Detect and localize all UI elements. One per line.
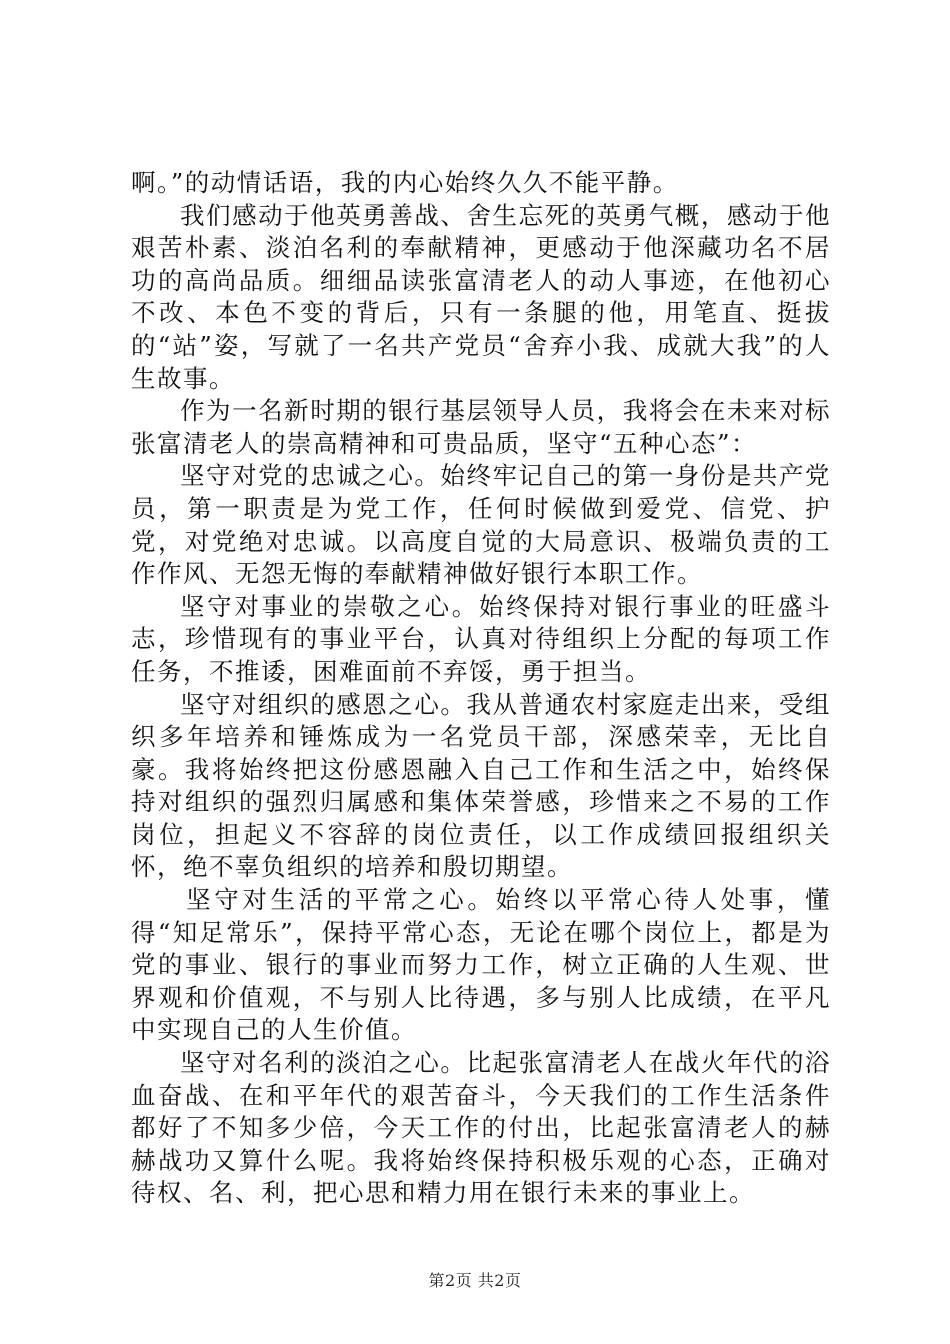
paragraph-indifference: 坚守对名利的淡泊之心。比起张富清老人在战火年代的浴血奋战、在和平年代的艰苦奋斗，今天我们的工作生活条件都好了不知多少倍，今天工作的付出，比起张富清老人的赫赫战功又算什么呢。我将始终保持积极乐观的心态，正确对待权、名、利，把心思和精力用在银行未来的事业上。 — [131, 1048, 831, 1208]
paragraph-gratitude: 坚守对组织的感恩之心。我从普通农村家庭走出来，受组织多年培养和锤炼成为一名党员干部，深感荣幸，无比自豪。我将始终把这份感恩融入自己工作和生活之中，始终保持对组织的强烈归属感和集体荣誉感，珍惜来之不易的工作岗位，担起义不容辞的岗位责任，以工作成绩回报组织关怀，绝不辜负组织的培养和殷切期望。 — [131, 689, 831, 882]
page-footer — [0, 1271, 950, 1291]
paragraph-reverence: 坚守对事业的崇敬之心。始终保持对银行事业的旺盛斗志，珍惜现有的事业平台，认真对待组织上分配的每项工作任务，不推诿，困难面前不弃馁，勇于担当。 — [131, 591, 831, 686]
paragraph-loyalty: 坚守对党的忠诚之心。始终牢记自己的第一身份是共产党员，第一职责是为党工作，任何时候做到爱党、信党、护党，对党绝对忠诚。以高度自觉的大局意识、极端负责的工作作风、无怨无悔的奉献精神做好银行本职工作。 — [131, 461, 831, 589]
paragraph-continuation: 啊。”的动情话语，我的内心始终久久不能平静。 — [131, 168, 679, 197]
paragraph-moved: 我们感动于他英勇善战、舍生忘死的英勇气概，感动于他艰苦朴素、淡泊名利的奉献精神，更感动于他深藏功名不居功的高尚品质。细细品读张富清老人的动人事迹，在他初心不改、本色不变的背后，只有一条腿的他，用笔直、挺拔的“站”姿，写就了一名共产党员“舍弃小我、成就大我”的人生故事。 — [131, 200, 831, 393]
paragraph-ordinary: 坚守对生活的平常之心。始终以平常心待人处事，懂得“知足常乐”，保持平常心态，无论在哪个岗位上，都是为党的事业、银行的事业而努力工作，树立正确的人生观、世界观和价值观，不与别人比待遇，多与别人比成绩，在平凡中实现自己的人生价值。 — [131, 885, 831, 1045]
page-indicator: 第2页 共2页 — [428, 1271, 522, 1290]
paragraph-commitment: 作为一名新时期的银行基层领导人员，我将会在未来对标张富清老人的崇高精神和可贵品质，坚守“五种心态”： — [131, 396, 831, 458]
document-body — [131, 167, 831, 1210]
